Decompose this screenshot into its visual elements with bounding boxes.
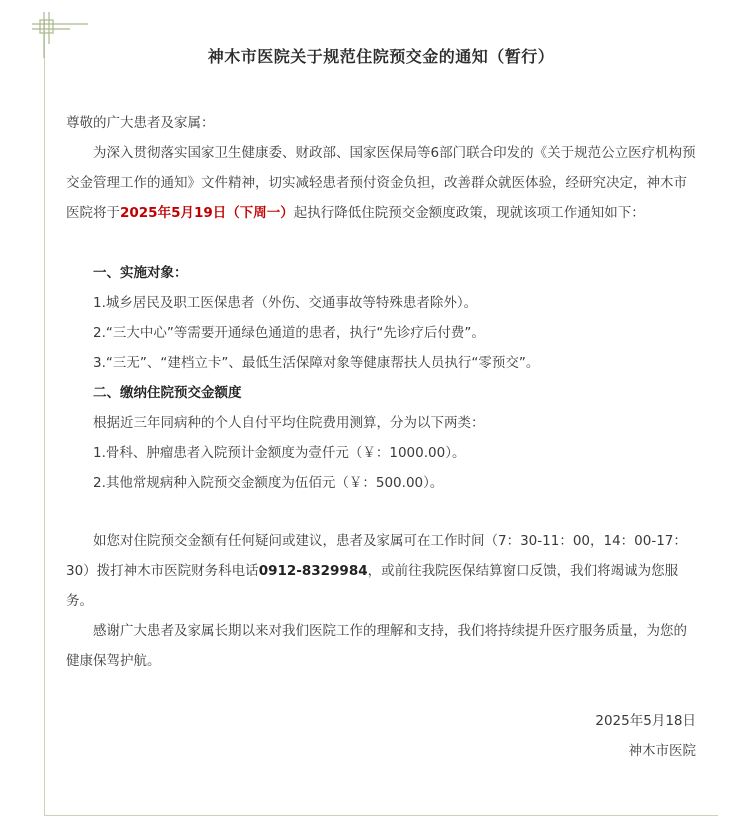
list-item: 1.骨科、肿瘤患者入院预计金额度为壹仟元（￥：1000.00）。 [93, 445, 466, 461]
list-item: 1.城乡居民及职工医保患者（外伤、交通事故等特殊患者除外）。 [93, 295, 478, 311]
intro-paragraph: 为深入贯彻落实国家卫生健康委、财政部、国家医保局等6部门联合印发的《关于规范公立医疗机构预交金管理工作的通知》文件精神，切实减轻患者预付资金负担，改善群众就医体验，经研究决定，神木市医院将于2025年5月19日（下周一）起执行降低住院预交金额度政策，现就该项工作通知如下： [66, 145, 696, 221]
list-item: 2.其他常规病种入院预交金额度为伍佰元（￥：500.00）。 [93, 475, 444, 491]
phone-number: 0912-8329984 [258, 563, 368, 579]
list-item: 2.“三大中心”等需要开通绿色通道的患者，执行“先诊疗后付费”。 [93, 325, 485, 341]
notice-title: 神木市医院关于规范住院预交金的通知（暂行） [207, 47, 555, 66]
notice-body [66, 108, 696, 766]
greeting: 尊敬的广大患者及家属： [66, 115, 215, 131]
closing-paragraph: 感谢广大患者及家属长期以来对我们医院工作的理解和支持，我们将持续提升医疗服务质量，为您的健康保驾护航。 [66, 623, 687, 669]
signature: 神木市医院 [628, 743, 696, 759]
effective-date: 2025年5月19日（下周一） [120, 205, 294, 221]
section2-heading: 二、缴纳住院预交金额度 [93, 385, 242, 401]
section1-heading: 一、实施对象： [93, 265, 188, 281]
section2-lead: 根据近三年同病种的个人自付平均住院费用测算，分为以下两类： [93, 415, 485, 431]
contact-paragraph: 如您对住院预交金额有任何疑问或建议，患者及家属可在工作时间（7：30-11：00，14：00-17：30）拨打神木市医院财务科电话0912-8329984，或前往我院医保结算窗口反馈，我们将竭诚为您服务。 [66, 533, 687, 609]
notice-date: 2025年5月18日 [595, 713, 696, 729]
list-item: 3.“三无”、“建档立卡”、最低生活保障对象等健康帮扶人员执行“零预交”。 [93, 355, 540, 371]
